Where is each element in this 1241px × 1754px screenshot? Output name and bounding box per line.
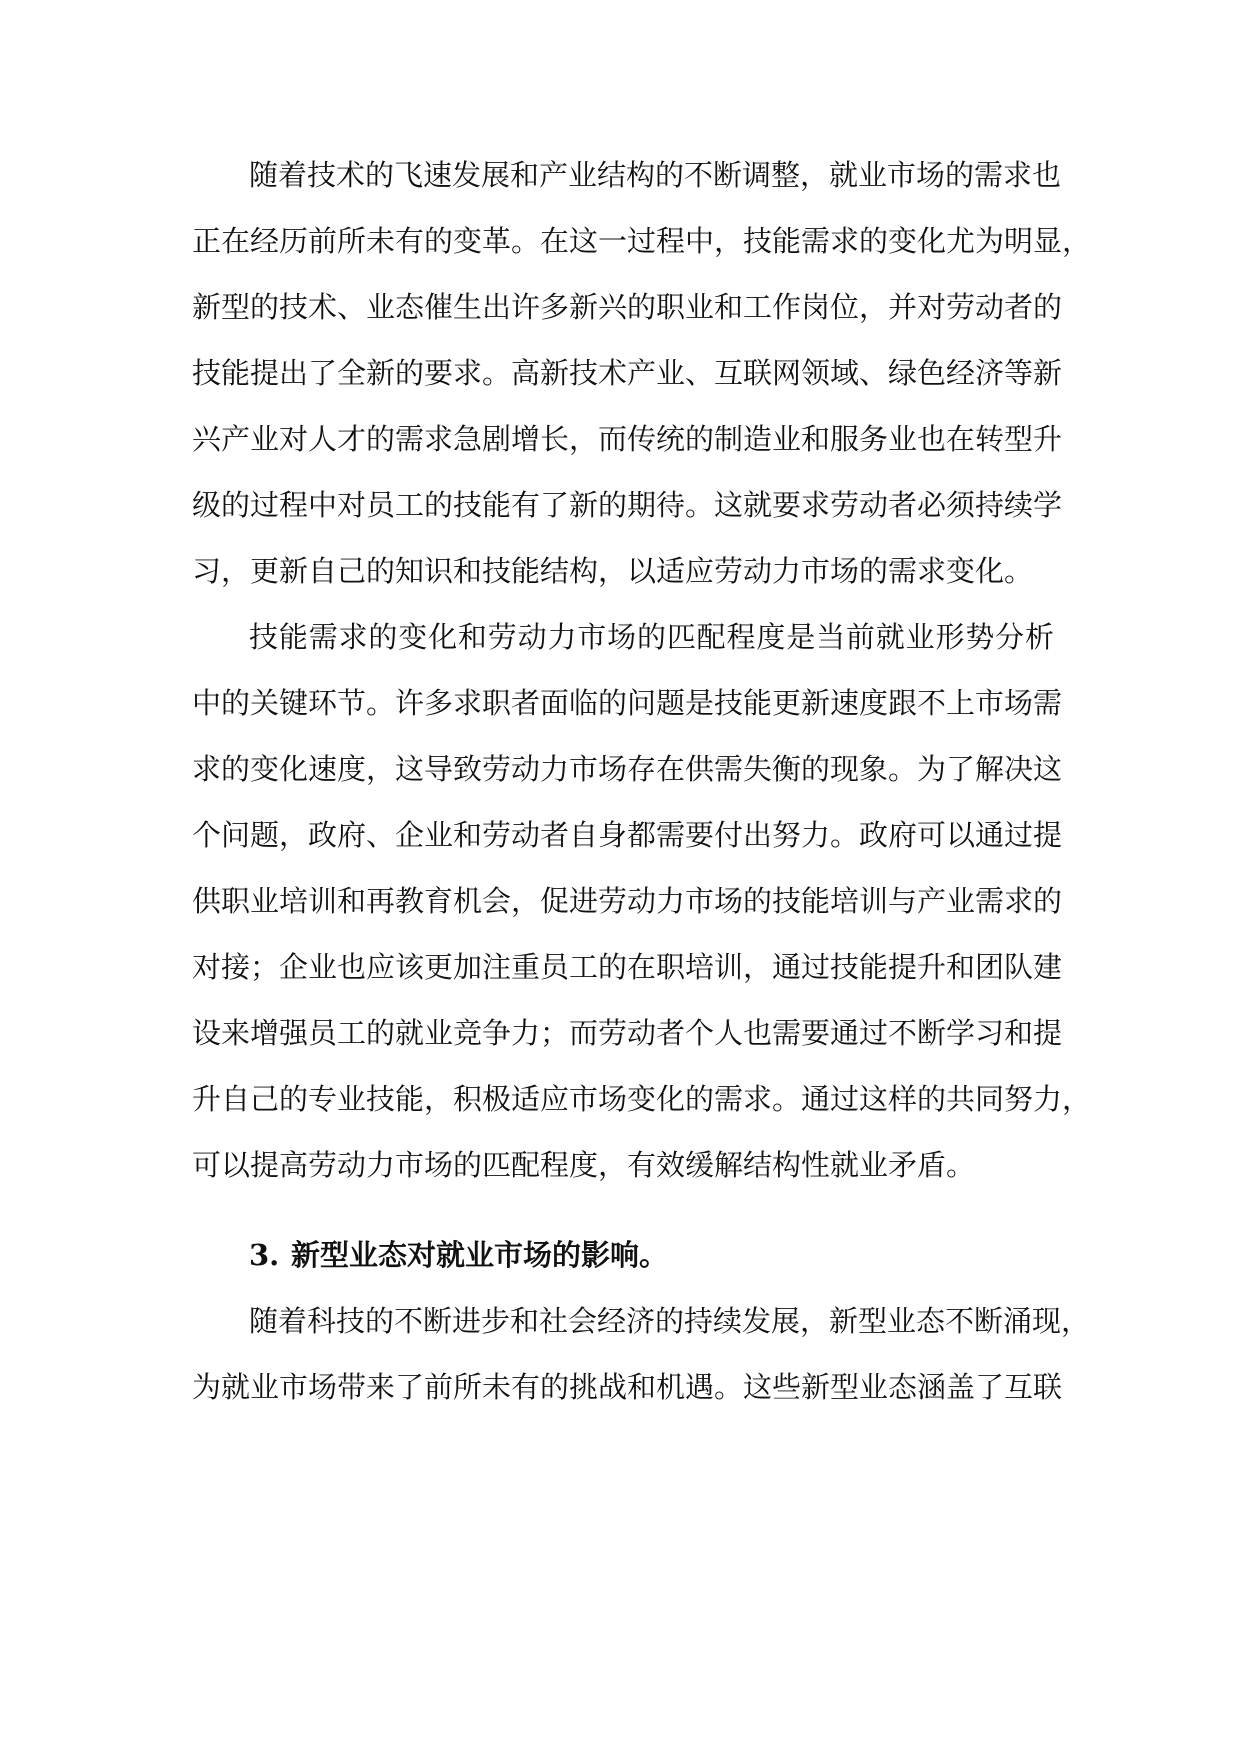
section-heading [192,1222,1054,1288]
paragraph-line: 为就业市场带来了前所未有的挑战和机遇。这些新型业态涵盖了互联 [192,1370,1063,1404]
paragraph-line: 正在经历前所未有的变革。在这一过程中，技能需求的变化尤为明显， [192,224,1092,258]
paragraph-line: 中的关键环节。许多求职者面临的问题是技能更新速度跟不上市场需 [192,686,1063,720]
paragraph-line: 升自己的专业技能，积极适应市场变化的需求。通过这样的共同努力， [192,1082,1092,1116]
paragraph-line: 设来增强员工的就业竞争力；而劳动者个人也需要通过不断学习和提 [192,1016,1063,1050]
document-body [192,142,1092,1420]
paragraph-line: 新型的技术、业态催生出许多新兴的职业和工作岗位，并对劳动者的 [192,290,1063,324]
paragraph-line: 供职业培训和再教育机会，促进劳动力市场的技能培训与产业需求的 [192,884,1063,918]
section-number: 3. [249,1238,280,1272]
paragraph-line: 可以提高劳动力市场的匹配程度，有效缓解结构性就业矛盾。 [192,1148,976,1182]
section-title: 新型业态对就业市场的影响。 [291,1238,669,1272]
paragraph-line: 对接；企业也应该更加注重员工的在职培训，通过技能提升和团队建 [192,950,1063,984]
paragraph-3 [192,1288,1091,1420]
paragraph-1 [192,142,1092,604]
paragraph-line: 技能需求的变化和劳动力市场的匹配程度是当前就业形势分析 [249,620,1054,654]
paragraph-line: 级的过程中对员工的技能有了新的期待。这就要求劳动者必须持续学 [192,488,1063,522]
paragraph-2 [192,604,1092,1198]
paragraph-line: 随着科技的不断进步和社会经济的持续发展，新型业态不断涌现， [249,1304,1091,1338]
paragraph-line: 习，更新自己的知识和技能结构，以适应劳动力市场的需求变化。 [192,554,1034,588]
paragraph-line: 随着技术的飞速发展和产业结构的不断调整，就业市场的需求也 [249,158,1062,192]
paragraph-line: 个问题，政府、企业和劳动者自身都需要付出努力。政府可以通过提 [192,818,1063,852]
paragraph-line: 求的变化速度，这导致劳动力市场存在供需失衡的现象。为了解决这 [192,752,1063,786]
paragraph-line: 兴产业对人才的需求急剧增长，而传统的制造业和服务业也在转型升 [192,422,1063,456]
paragraph-line: 技能提出了全新的要求。高新技术产业、互联网领域、绿色经济等新 [192,356,1063,390]
